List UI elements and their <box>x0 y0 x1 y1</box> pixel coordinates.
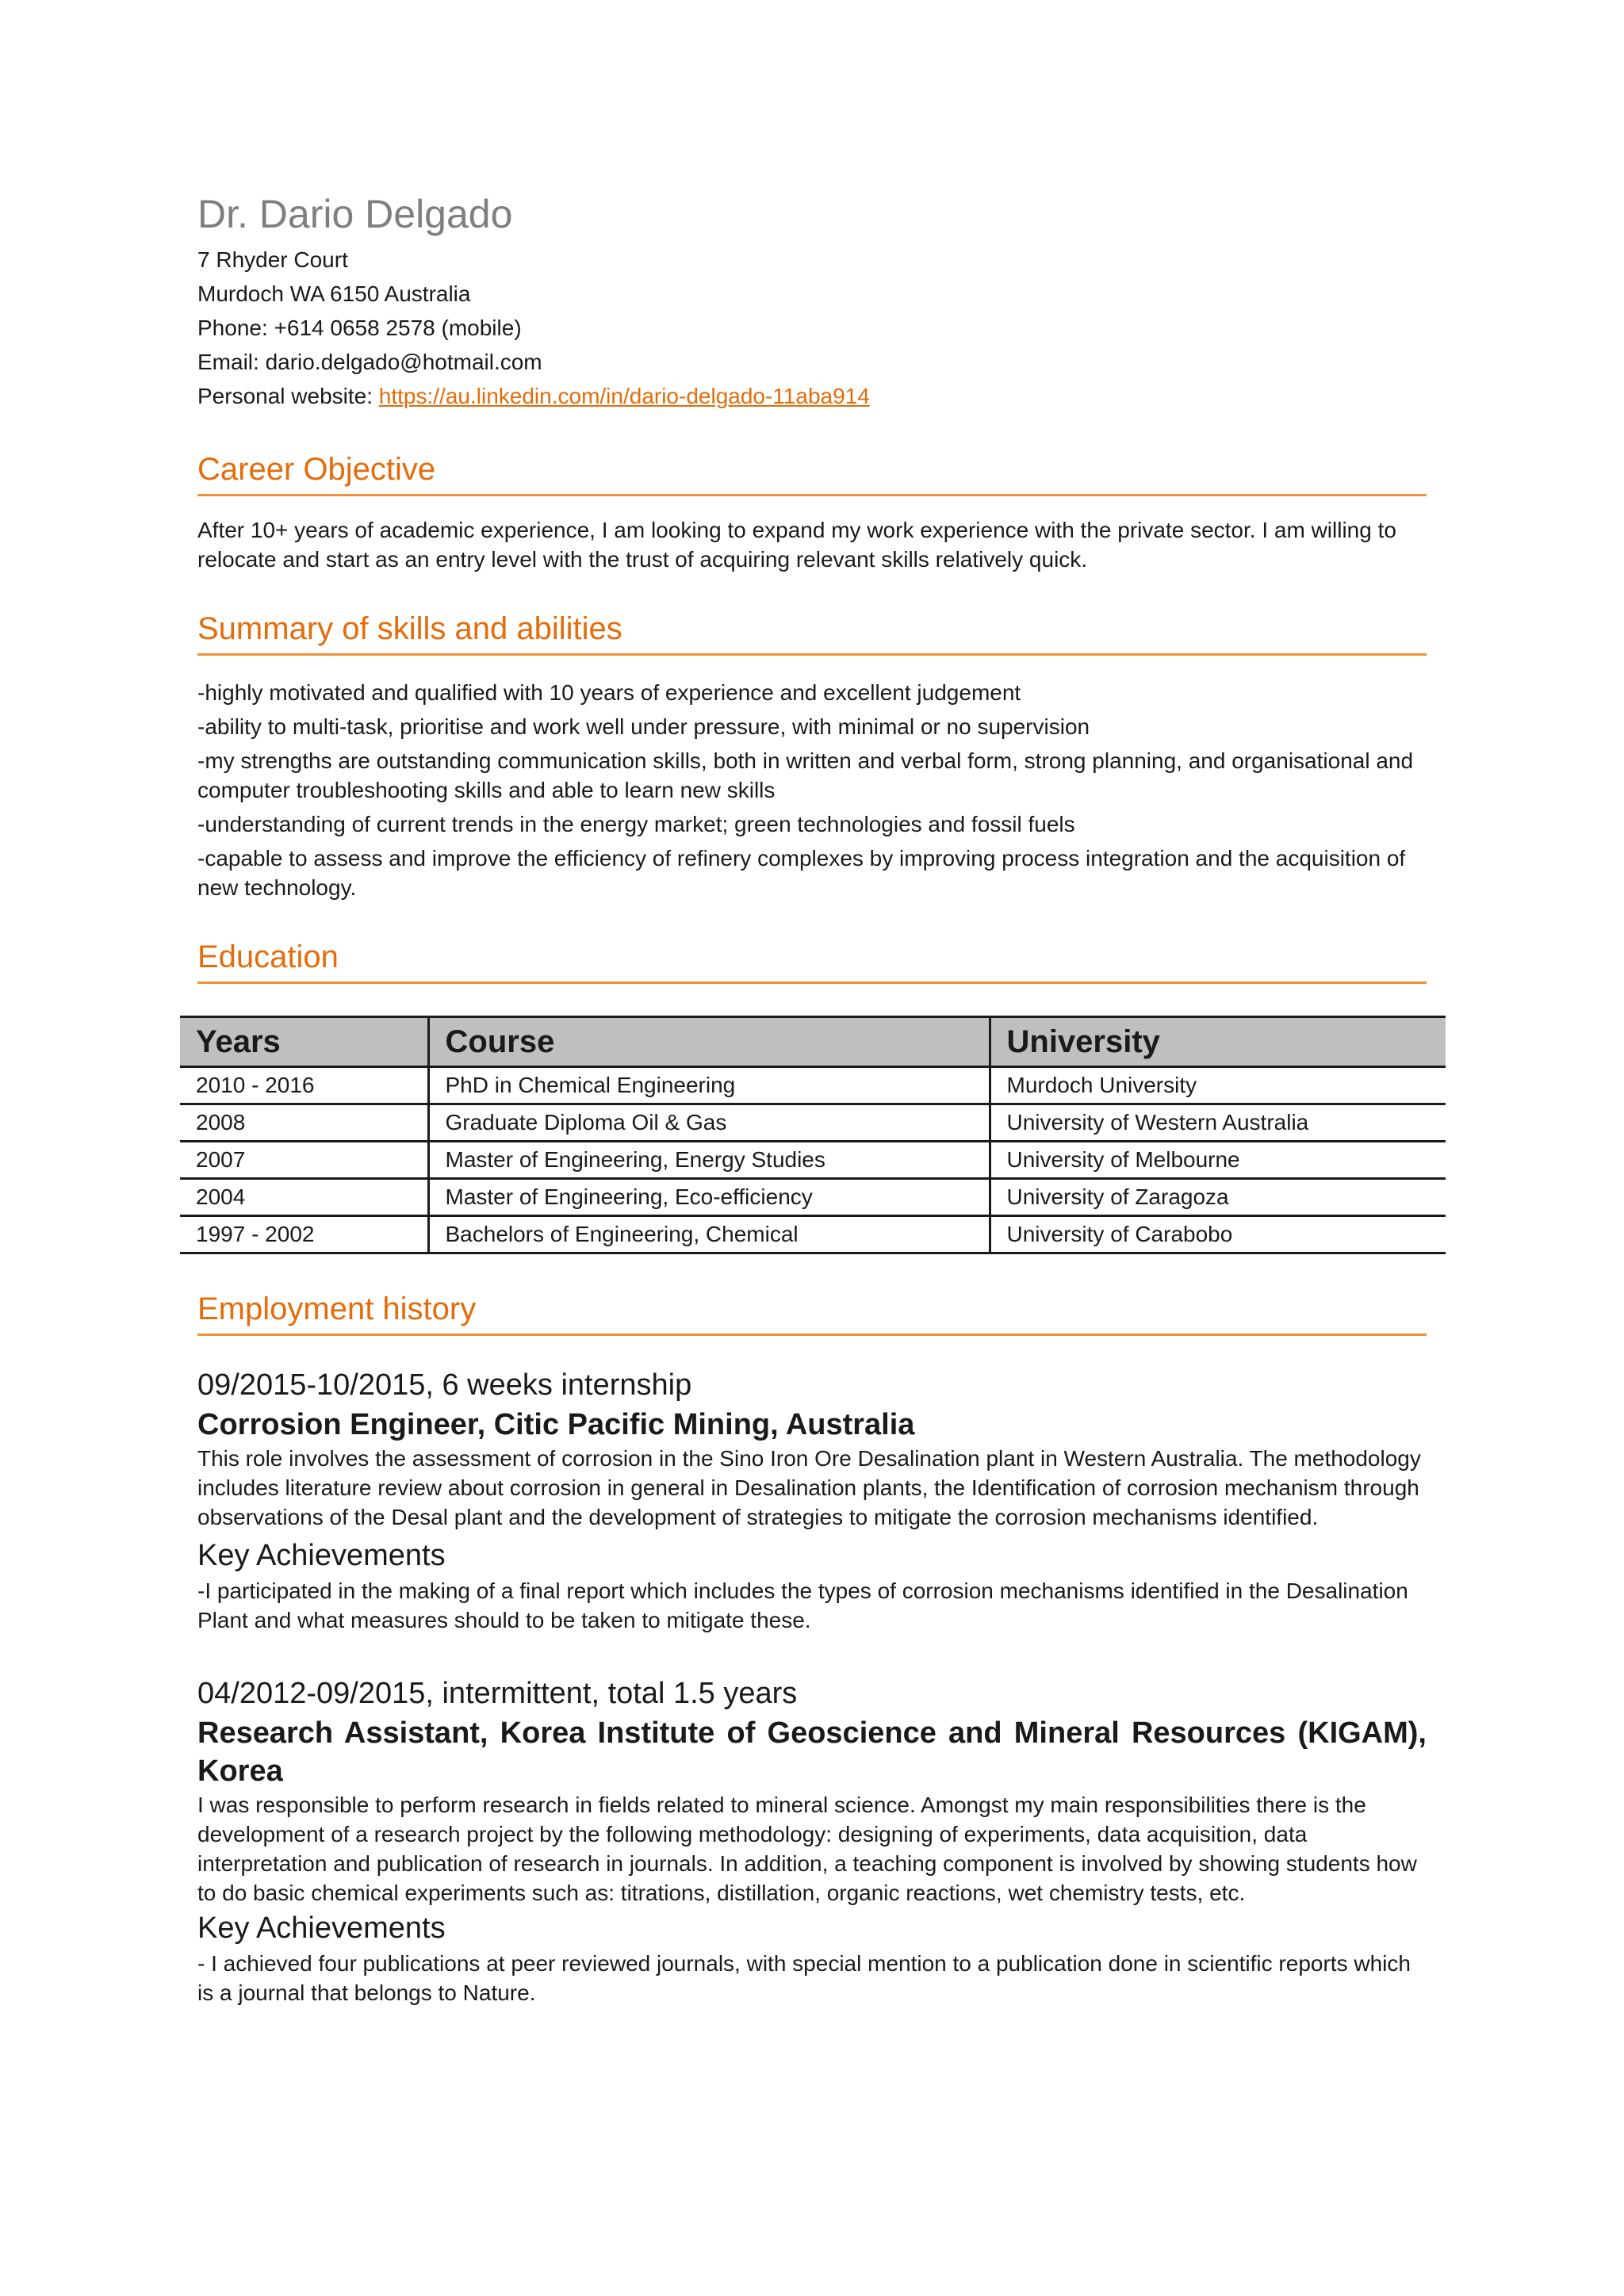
skills-title: Summary of skills and abilities <box>197 609 1427 656</box>
email: Email: dario.delgado@hotmail.com <box>197 350 542 374</box>
job-entry <box>197 1364 1427 1635</box>
career-objective-title: Career Objective <box>197 450 1427 496</box>
job-date: 04/2012-09/2015, intermittent, total 1.5 years <box>197 1677 798 1710</box>
cell-course: PhD in Chemical Engineering <box>428 1067 990 1104</box>
cell-years: 2007 <box>180 1142 428 1179</box>
table-row <box>180 1179 1446 1216</box>
key-achievements-title: Key Achievements <box>197 1539 446 1572</box>
column-header-course: Course <box>428 1017 990 1067</box>
career-objective-section <box>197 450 1427 574</box>
cell-university: Murdoch University <box>990 1067 1446 1104</box>
personal-website <box>197 379 1427 413</box>
education-header-row <box>180 1017 1446 1067</box>
cell-university: University of Carabobo <box>990 1216 1446 1253</box>
cell-course: Graduate Diploma Oil & Gas <box>428 1104 990 1142</box>
skill-item: -ability to multi-task, prioritise and work well under pressure, with minimal or no supervision <box>197 714 1090 739</box>
key-achievements-text: - I achieved four publications at peer reviewed journals, with special mention to a publication done in scientific reports which is a journal that belongs to Nature. <box>197 1951 1411 2005</box>
skills-list <box>197 678 1427 902</box>
cell-course: Master of Engineering, Eco-efficiency <box>428 1179 990 1216</box>
key-achievements-text: -I participated in the making of a final report which includes the types of corrosion mechanisms identified in the Desalination Plant and what measures should to be taken to mitigate these. <box>197 1578 1408 1632</box>
header <box>197 190 1427 413</box>
job-role: Research Assistant, Korea Institute of Geoscience and Mineral Resources (KIGAM), Korea <box>197 1716 1427 1788</box>
address-line-1: 7 Rhyder Court <box>197 247 348 272</box>
cell-years: 2008 <box>180 1104 428 1142</box>
cell-university: University of Melbourne <box>990 1142 1446 1179</box>
cell-course: Bachelors of Engineering, Chemical <box>428 1216 990 1253</box>
cell-university: University of Zaragoza <box>990 1179 1446 1216</box>
table-row <box>180 1142 1446 1179</box>
job-entry <box>197 1673 1427 2007</box>
website-link[interactable]: https://au.linkedin.com/in/dario-delgado-11aba914 <box>378 384 870 408</box>
person-name: Dr. Dario Delgado <box>197 192 513 236</box>
key-achievements-title: Key Achievements <box>197 1911 446 1945</box>
table-row <box>180 1067 1446 1104</box>
cell-university: University of Western Australia <box>990 1104 1446 1142</box>
job-description: This role involves the assessment of corrosion in the Sino Iron Ore Desalination plant in Western Australia. The methodology includes literature review about corrosion in general in Desalination plants, the Identification of corrosion mechanism through observations of the Desal plant and the development of strategies to mitigate the corrosion mechanisms identified. <box>197 1446 1421 1529</box>
job-date: 09/2015-10/2015, 6 weeks internship <box>197 1368 692 1402</box>
employment-section <box>197 1289 1427 2007</box>
career-objective-text: After 10+ years of academic experience, I am looking to expand my work experience with the private sector. I am willing to relocate and start as an entry level with the trust of acquiring relevant skills relatively quick. <box>197 518 1396 572</box>
employment-title: Employment history <box>197 1289 1427 1336</box>
resume-content <box>197 190 1427 2007</box>
job-description: I was responsible to perform research in fields related to mineral science. Amongst my main responsibilities there is the development of a research project by the following methodology: designing of experiments, data acquisition, data interpretation and publication of research in journals. In addition, a teaching component is involved by showing students how to do basic chemical experiments such as: titrations, distillation, organic reactions, wet chemistry tests, etc. <box>197 1793 1417 1905</box>
job-role: Corrosion Engineer, Citic Pacific Mining, Australia <box>197 1408 915 1441</box>
skill-item: -understanding of current trends in the energy market; green technologies and fossil fuels <box>197 812 1075 836</box>
table-row <box>180 1216 1446 1253</box>
skill-item: -highly motivated and qualified with 10 years of experience and excellent judgement <box>197 680 1021 705</box>
column-header-university: University <box>990 1017 1446 1067</box>
address-line-2: Murdoch WA 6150 Australia <box>197 281 471 306</box>
phone: Phone: +614 0658 2578 (mobile) <box>197 316 522 340</box>
skill-item: -my strengths are outstanding communication skills, both in written and verbal form, strong planning, and organisational and computer troubleshooting skills and able to learn new skills <box>197 748 1414 802</box>
education-section <box>197 937 1427 1254</box>
cell-course: Master of Engineering, Energy Studies <box>428 1142 990 1179</box>
table-row <box>180 1104 1446 1142</box>
education-title: Education <box>197 937 1427 984</box>
cell-years: 1997 - 2002 <box>180 1216 428 1253</box>
cell-years: 2004 <box>180 1179 428 1216</box>
education-table <box>180 1016 1446 1254</box>
skill-item: -capable to assess and improve the efficiency of refinery complexes by improving process integration and the acquisition of new technology. <box>197 846 1406 900</box>
column-header-years: Years <box>180 1017 428 1067</box>
cell-years: 2010 - 2016 <box>180 1067 428 1104</box>
website-label: Personal website: <box>197 384 379 408</box>
skills-section <box>197 609 1427 902</box>
